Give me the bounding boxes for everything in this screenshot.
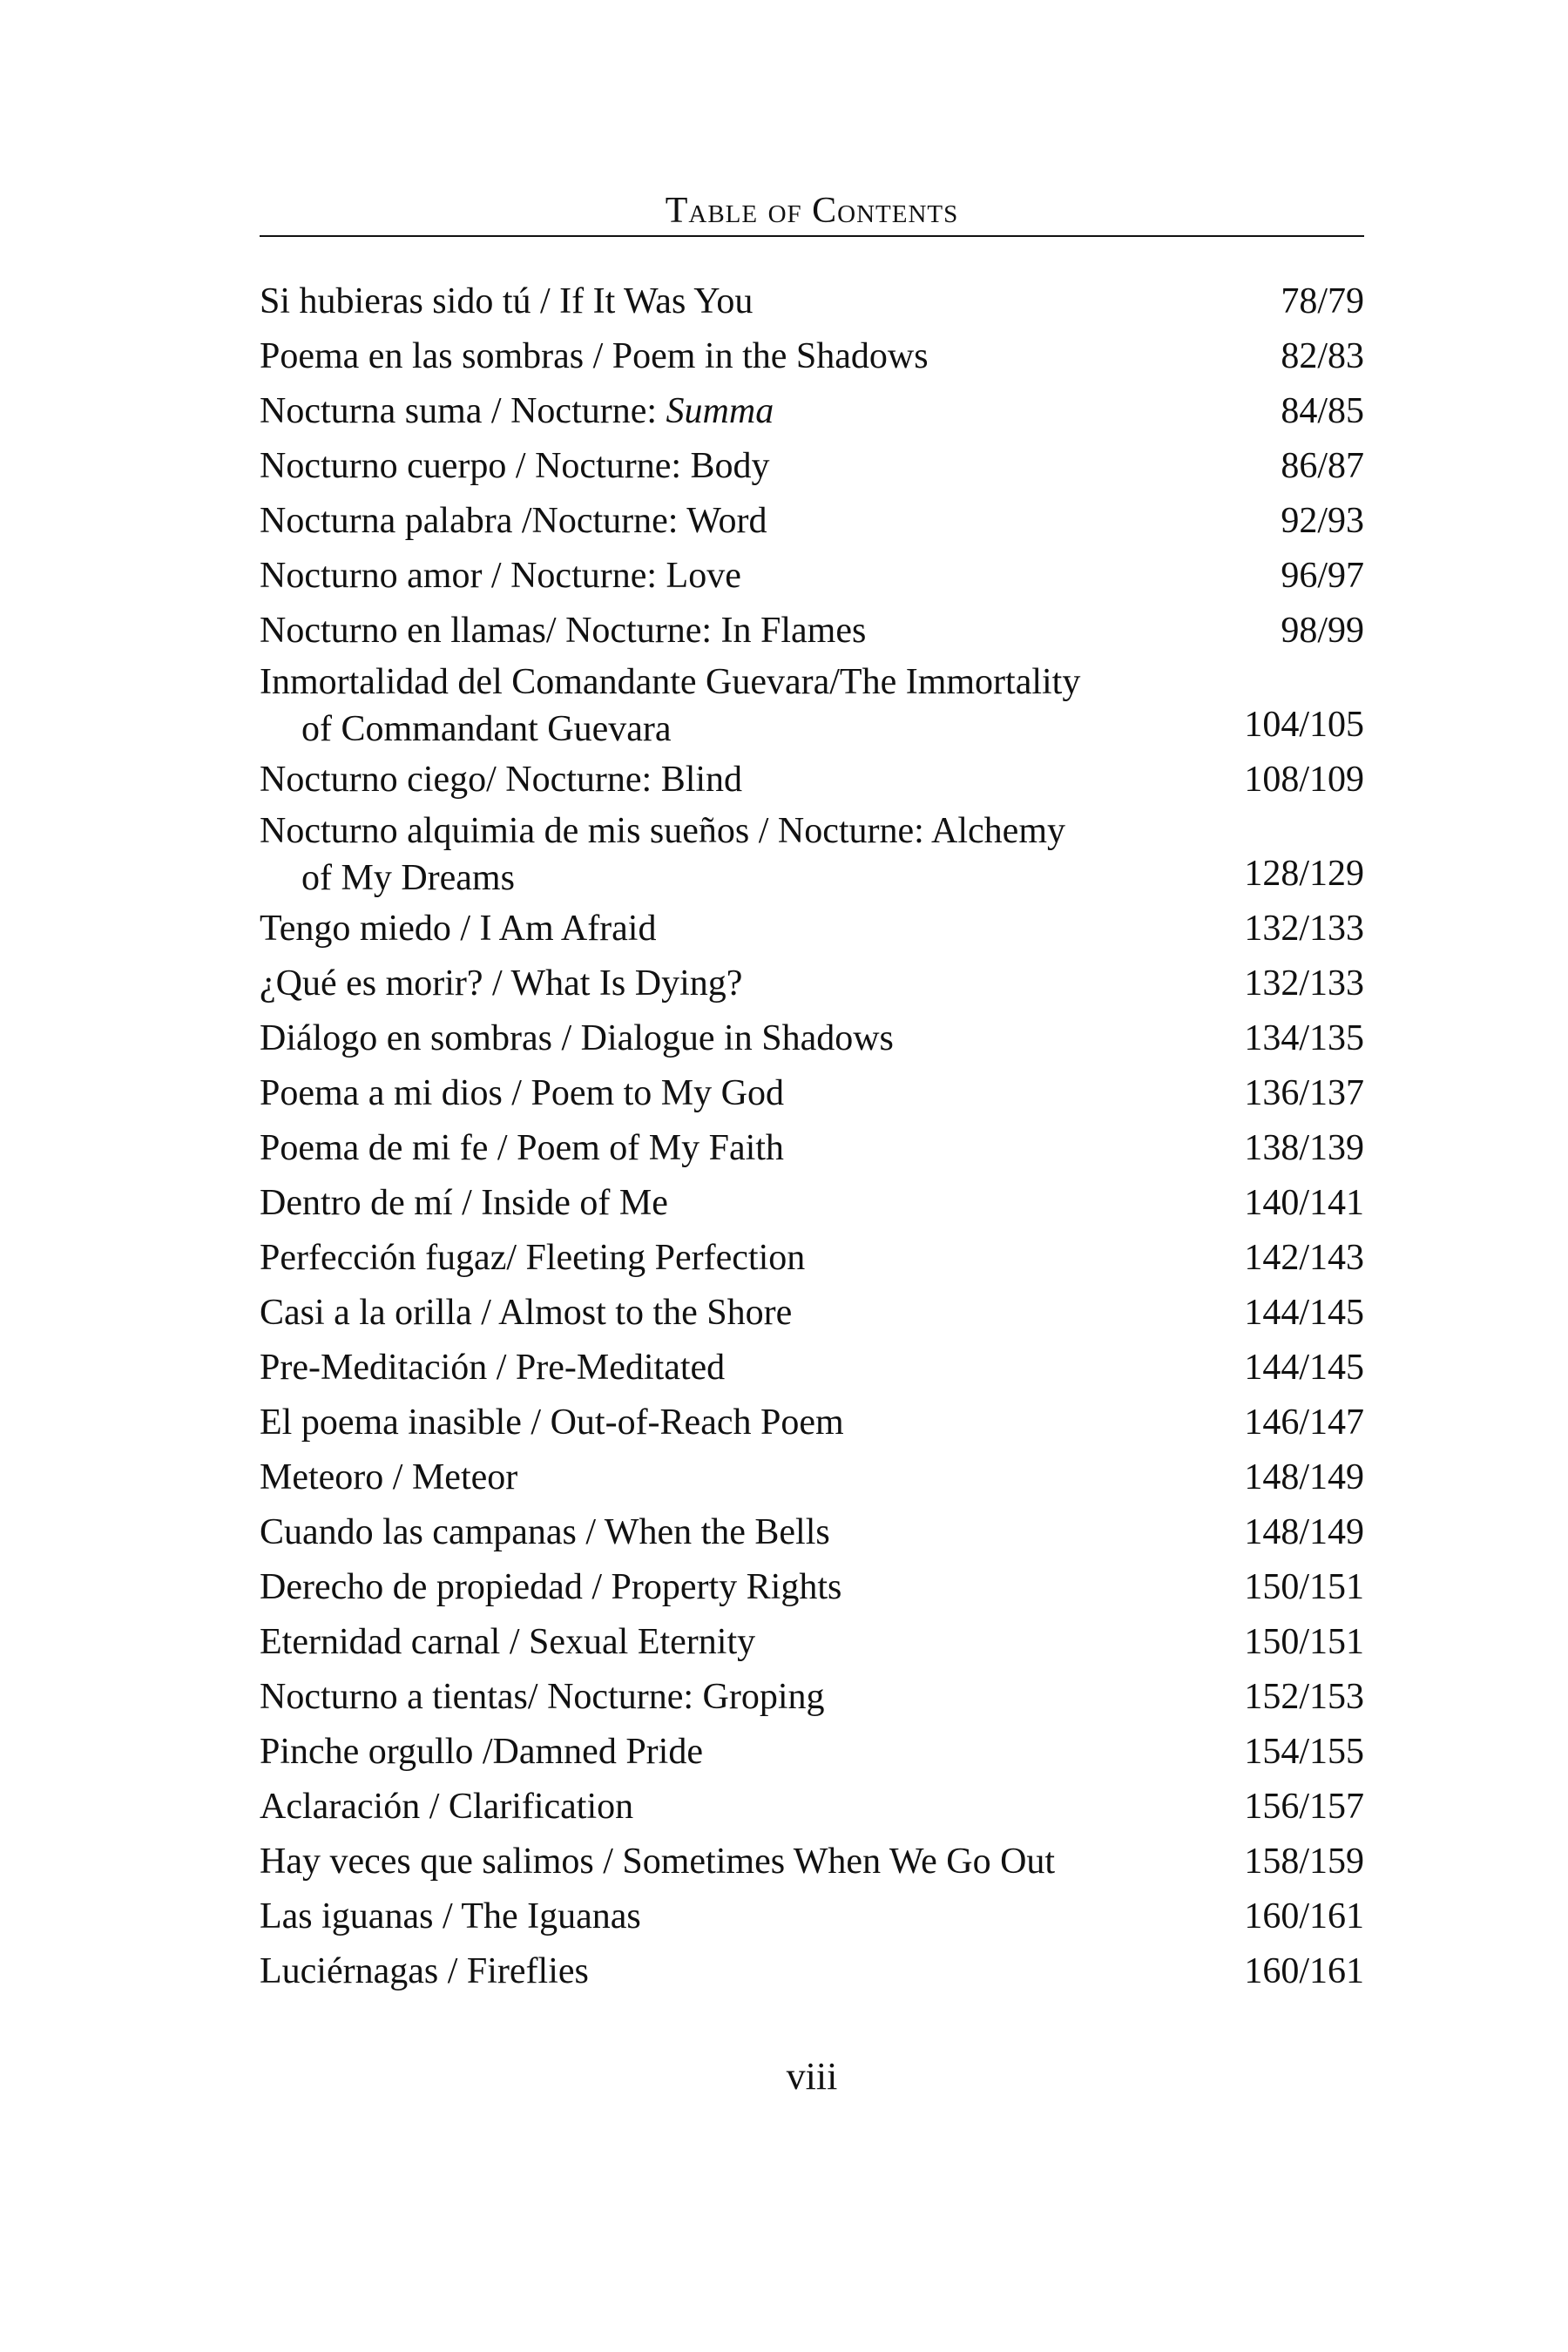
- page-number: viii: [786, 2055, 838, 2098]
- entry-pages: 160/161: [1244, 1951, 1364, 1991]
- toc-entry: [260, 1505, 1364, 1560]
- entry-pages: 92/93: [1281, 501, 1364, 541]
- toc-entry: [260, 1835, 1364, 1889]
- entry-pages: 148/149: [1244, 1512, 1364, 1552]
- entry-title: [260, 659, 1244, 753]
- toc-entry: [260, 1066, 1364, 1121]
- toc-entry: [260, 1286, 1364, 1341]
- entry-title: Nocturno cuerpo / Nocturne: Body: [260, 446, 770, 486]
- entry-title: El poema inasible / Out-of-Reach Poem: [260, 1402, 844, 1443]
- running-header: Table of Contents: [665, 191, 959, 231]
- entry-pages: 128/129: [1244, 854, 1364, 894]
- entry-pages: 82/83: [1281, 336, 1364, 376]
- toc-entry: [260, 1011, 1364, 1066]
- entry-pages: 140/141: [1244, 1183, 1364, 1223]
- entry-pages: 152/153: [1244, 1677, 1364, 1717]
- entry-pages: 132/133: [1244, 963, 1364, 1004]
- toc-entry: [260, 659, 1364, 753]
- entry-title: Hay veces que salimos / Sometimes When We Go Out: [260, 1842, 1056, 1882]
- entry-title: Nocturno ciego/ Nocturne: Blind: [260, 760, 743, 800]
- entry-title: Si hubieras sido tú / If It Was You: [260, 281, 754, 321]
- entry-title: Aclaración / Clarification: [260, 1787, 634, 1827]
- entry-pages: 158/159: [1244, 1842, 1364, 1882]
- entry-pages: 98/99: [1281, 611, 1364, 651]
- entry-pages: 104/105: [1244, 705, 1364, 745]
- toc-entry: [260, 549, 1364, 604]
- entry-pages: 86/87: [1281, 446, 1364, 486]
- entry-pages: 142/143: [1244, 1238, 1364, 1278]
- toc-entry: [260, 1889, 1364, 1944]
- entry-pages: 138/139: [1244, 1128, 1364, 1168]
- entry-title: Las iguanas / The Iguanas: [260, 1896, 641, 1936]
- entry-title: Cuando las campanas / When the Bells: [260, 1512, 830, 1552]
- entry-pages: 146/147: [1244, 1402, 1364, 1443]
- entry-pages: 156/157: [1244, 1787, 1364, 1827]
- entry-pages: 154/155: [1244, 1732, 1364, 1772]
- entry-title: Nocturno amor / Nocturne: Love: [260, 556, 741, 596]
- entry-title: Pinche orgullo /Damned Pride: [260, 1732, 703, 1772]
- entry-pages: 150/151: [1244, 1622, 1364, 1662]
- entry-title: ¿Qué es morir? / What Is Dying?: [260, 963, 743, 1004]
- toc-entry: [260, 1725, 1364, 1780]
- toc-entry: [260, 1176, 1364, 1231]
- toc-entry: [260, 1944, 1364, 1999]
- entry-pages: 78/79: [1281, 281, 1364, 321]
- entry-pages: 96/97: [1281, 556, 1364, 596]
- entry-pages: 108/109: [1244, 760, 1364, 800]
- toc-entry: [260, 604, 1364, 659]
- entry-title-line1: Nocturno alquimia de mis sueños / Nocturne: Alchemy: [260, 811, 1065, 851]
- toc-entry: [260, 1780, 1364, 1835]
- toc-entry: [260, 1396, 1364, 1450]
- entry-title: Diálogo en sombras / Dialogue in Shadows: [260, 1018, 894, 1058]
- entry-title: Derecho de propiedad / Property Rights: [260, 1567, 842, 1607]
- entry-title: Casi a la orilla / Almost to the Shore: [260, 1293, 793, 1333]
- entry-title: Poema a mi dios / Poem to My God: [260, 1073, 784, 1113]
- toc-entry: [260, 753, 1364, 808]
- toc-entry: [260, 1560, 1364, 1615]
- entry-title-italic: Summa: [666, 391, 774, 431]
- toc-entry: [260, 439, 1364, 494]
- toc-entry: [260, 902, 1364, 956]
- toc-entry: [260, 494, 1364, 549]
- entry-pages: 150/151: [1244, 1567, 1364, 1607]
- entry-title: Nocturno en llamas/ Nocturne: In Flames: [260, 611, 867, 651]
- entry-title: Dentro de mí / Inside of Me: [260, 1183, 668, 1223]
- toc-entry: [260, 274, 1364, 329]
- entry-pages: 132/133: [1244, 909, 1364, 949]
- table-of-contents: [260, 274, 1364, 1999]
- entry-pages: 160/161: [1244, 1896, 1364, 1936]
- toc-entry: [260, 384, 1364, 439]
- entry-title-line1: Inmortalidad del Comandante Guevara/The Immortality: [260, 662, 1081, 702]
- entry-pages: 84/85: [1281, 391, 1364, 431]
- entry-title: Poema en las sombras / Poem in the Shadows: [260, 336, 929, 376]
- entry-title: Perfección fugaz/ Fleeting Perfection: [260, 1238, 806, 1278]
- entry-title: Meteoro / Meteor: [260, 1457, 518, 1497]
- entry-title: [260, 808, 1244, 902]
- toc-entry: [260, 1341, 1364, 1396]
- toc-entry: [260, 956, 1364, 1011]
- toc-entry: [260, 1615, 1364, 1670]
- toc-entry: [260, 808, 1364, 902]
- entry-pages: 134/135: [1244, 1018, 1364, 1058]
- entry-pages: 144/145: [1244, 1293, 1364, 1333]
- entry-pages: 148/149: [1244, 1457, 1364, 1497]
- entry-title-text: Nocturna suma / Nocturne:: [260, 391, 666, 431]
- toc-entry: [260, 1670, 1364, 1725]
- toc-entry: [260, 1231, 1364, 1286]
- toc-entry: [260, 1121, 1364, 1176]
- entry-title: Nocturna palabra /Nocturne: Word: [260, 501, 767, 541]
- entry-title: Tengo miedo / I Am Afraid: [260, 909, 657, 949]
- entry-title: [260, 384, 1281, 439]
- entry-title: Luciérnagas / Fireflies: [260, 1951, 589, 1991]
- entry-title: Eternidad carnal / Sexual Eternity: [260, 1622, 756, 1662]
- entry-pages: 136/137: [1244, 1073, 1364, 1113]
- entry-title-line2: of My Dreams: [301, 858, 515, 898]
- entry-title-line2: of Commandant Guevara: [301, 709, 672, 749]
- entry-title: Pre-Meditación / Pre-Meditated: [260, 1348, 726, 1388]
- header-rule: [260, 235, 1364, 237]
- entry-pages: 144/145: [1244, 1348, 1364, 1388]
- entry-title: Nocturno a tientas/ Nocturne: Groping: [260, 1677, 825, 1717]
- toc-entry: [260, 329, 1364, 384]
- toc-entry: [260, 1450, 1364, 1505]
- entry-title: Poema de mi fe / Poem of My Faith: [260, 1128, 784, 1168]
